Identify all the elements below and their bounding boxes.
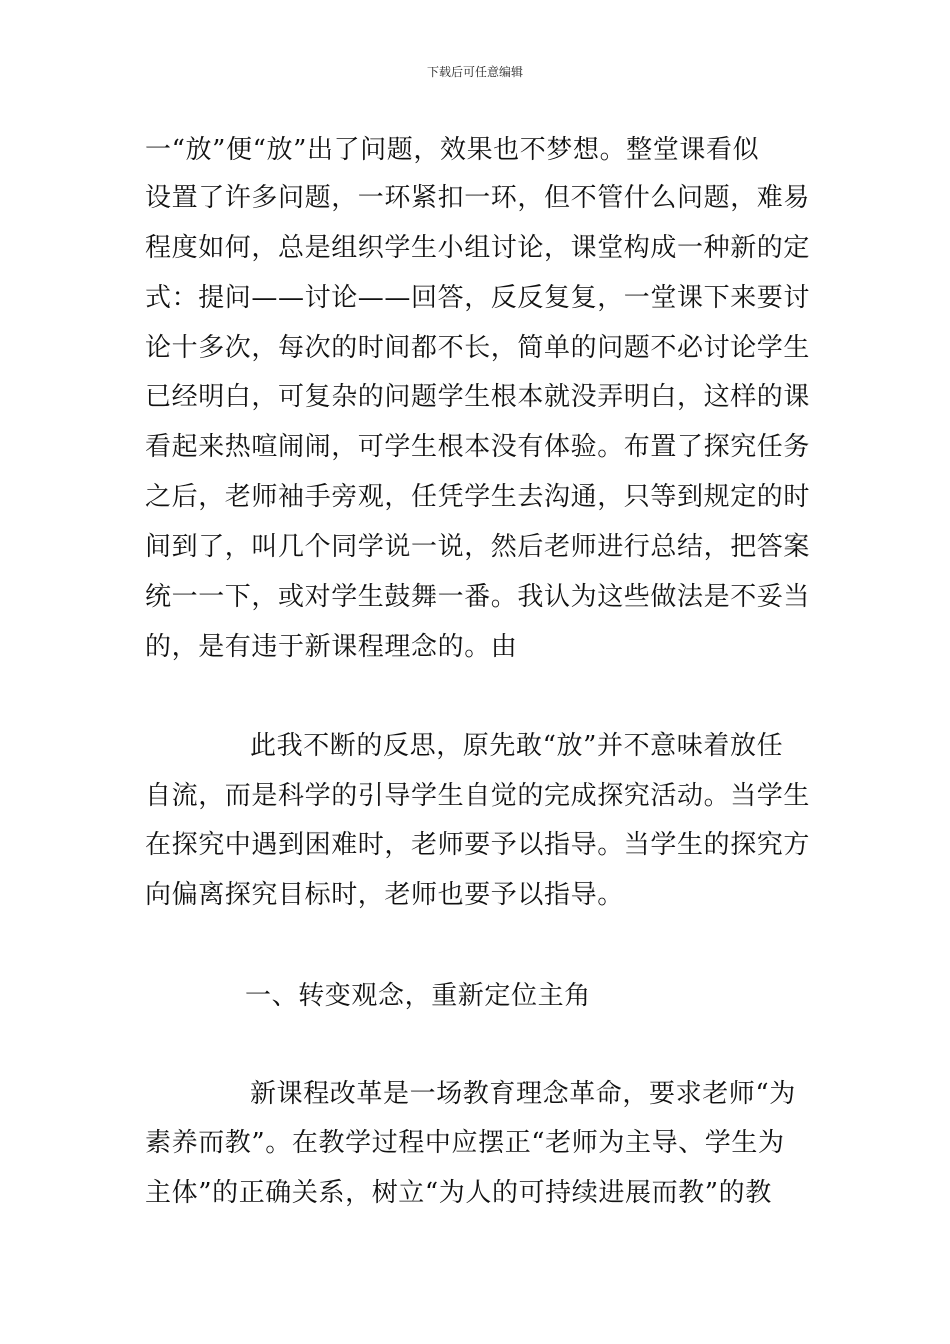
paragraph-line: 向偏离探究目标时，老师也要予以指导。 <box>145 880 624 910</box>
paragraph-line: 此我不断的反思，原先敢“放”并不意味着放任 <box>250 731 784 761</box>
paragraph-line: 论十多次，每次的时间都不长，简单的问题不必讨论学生 <box>145 333 811 363</box>
paragraph-line: 之后，老师袖手旁观，任凭学生去沟通，只等到规定的时 <box>145 482 811 512</box>
paragraph-line: 设置了许多问题，一环紧扣一环，但不管什么问题，难易 <box>145 183 811 213</box>
paragraph-line: 自流，而是科学的引导学生自觉的完成探究活动。当学生 <box>145 781 811 811</box>
paragraph-line: 看起来热喧闹闹，可学生根本没有体验。布置了探究任务 <box>145 432 811 462</box>
page-header: 下载后可任意编辑 <box>426 65 523 79</box>
section-heading: 一、转变观念，重新定位主角 <box>245 981 591 1011</box>
paragraph-line: 统一一下，或对学生鼓舞一番。我认为这些做法是不妥当 <box>145 582 811 612</box>
paragraph-line: 的，是有违于新课程理念的。由 <box>145 632 518 662</box>
paragraph-line: 间到了，叫几个同学说一说，然后老师进行总结，把答案 <box>145 532 811 562</box>
paragraph-line: 在探究中遇到困难时，老师要予以指导。当学生的探究方 <box>145 830 811 860</box>
paragraph-line: 已经明白，可复杂的问题学生根本就没弄明白，这样的课 <box>145 382 811 412</box>
paragraph-line: 程度如何，总是组织学生小组讨论，课堂构成一种新的定 <box>145 233 811 263</box>
paragraph-line: 主体”的正确关系，树立“为人的可持续进展而教”的教 <box>145 1178 772 1208</box>
paragraph-line: 式：提问——讨论——回答，反反复复，一堂课下来要讨 <box>145 283 811 313</box>
paragraph-line: 素养而教”。在教学过程中应摆正“老师为主导、学生为 <box>145 1128 785 1158</box>
paragraph-line: 一“放”便“放”出了问题，效果也不梦想。整堂课看似 <box>145 135 760 165</box>
paragraph-line: 新课程改革是一场教育理念革命，要求老师“为 <box>250 1079 796 1109</box>
